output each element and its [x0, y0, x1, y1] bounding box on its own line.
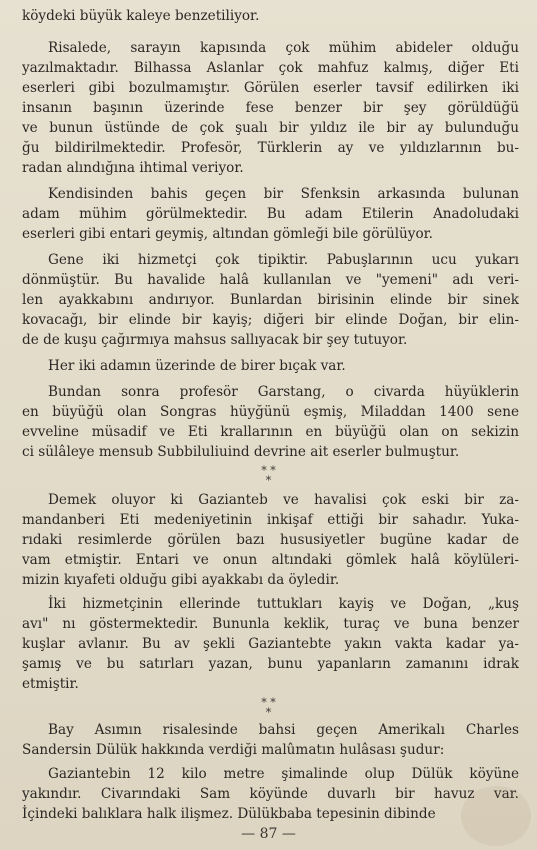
text-line: Sandersin Dülük hakkında verdiği malûmatın hulâsası şudur: — [22, 742, 445, 758]
text-line: Risalede, sarayın kapısında çok mühim abideler olduğu — [48, 40, 519, 56]
text-line: rıdaki resimlerde görülen bazı hususiyetler bugüne kadar de — [22, 532, 519, 548]
text-line: yakındır. Civarındaki Sam köyünde duvarlı bir havuz var. — [22, 786, 519, 802]
text-line: avı" nı göstermektedir. Bununla keklik, turaç ve buna benzer — [22, 616, 519, 632]
text-line: Bundan sonra profesör Garstang, o civarda hüyüklerin — [48, 384, 519, 400]
text-line: Demek oluyor ki Gazianteb ve havalisi çok eski bir za- — [48, 492, 519, 508]
section-separator: * * * — [261, 464, 276, 487]
text-line: Bay Asımın risalesinde bahsi geçen Amerikalı Charles — [48, 722, 519, 738]
page-number: — 87 — — [241, 826, 296, 842]
text-line: de de kuşu çağırmıya mahsus sallıyacak bir şey tutuyor. — [22, 332, 408, 348]
paper-stain — [461, 786, 531, 846]
text-line: Her iki adamın üzerinde de birer bıçak var. — [48, 358, 346, 374]
text-line: vam etmiştir. Entari ve onun altındaki gömlek halâ köylüleri- — [22, 552, 519, 568]
text-line: adam mühim görülmektedir. Bu adam Etilerin Anadoludaki — [22, 206, 519, 222]
text-line: şamış ve bu satırları yazan, bunu yapanların zamanını idrak — [22, 656, 519, 672]
text-line: Gaziantebin 12 kilo metre şimalinde olup Dülük köyüne — [48, 766, 519, 782]
text-line: eserleri gibi entari geymiş, altından gömleği bile görülüyor. — [22, 226, 433, 242]
text-line: mandanberi Eti medeniyetinin inkişaf ettiği bir sahadır. Yuka- — [22, 512, 519, 528]
text-line: mizin kıyafeti olduğu gibi ayakkabı da öyledir. — [22, 572, 340, 588]
text-line: eserleri gibi bozulmamıştır. Görülen eserler tavsif edilirken iki — [22, 80, 519, 96]
text-line: Kendisinden bahis geçen bir Sfenksin arkasında bulunan — [48, 186, 519, 202]
text-line: İçindeki balıklara halk ilişmez. Dülükbaba tepesinin dibinde — [22, 806, 436, 822]
text-line: ğu bildirilmektedir. Profesör, Türklerin ay ve yıldızlarının bu- — [22, 140, 519, 156]
text-line: en büyüğü olan Songras hüyğünü eşmiş, Miladdan 1400 sene — [22, 404, 519, 420]
text-line: İki hizmetçinin ellerinde tuttukları kayiş ve Doğan, „kuş — [48, 596, 519, 612]
text-line: köydeki büyük kaleye benzetiliyor. — [22, 8, 260, 24]
text-line: kovacağı, bir elinde bir kayiş; diğeri bir elinde Doğan, bir elin- — [22, 312, 519, 328]
text-line: evveline müsadif ve Eti krallarının en büyüğü olan on sekizin — [22, 424, 519, 440]
text-line: ve bunun üstünde de çok şualı bir yıldız ile bir ay bulunduğu — [22, 120, 519, 136]
text-line: radan alındığına ihtimal veriyor. — [22, 160, 244, 176]
text-line: ci sülâleye mensub Subbiluliuind devrine ait eserler bulmuştur. — [22, 444, 460, 460]
text-line: Gene iki hizmetçi çok tipiktir. Pabuşlarının ucu yukarı — [48, 252, 519, 268]
text-line: dönmüştür. Bu havalide halâ kullanılan ve "yemeni" adı veri- — [22, 272, 519, 288]
text-line: insanın başının üzerinde fese benzer bir şey görüldüğü — [22, 100, 519, 116]
section-separator-2: * * * — [261, 696, 276, 719]
text-line: kuşlar avlanır. Bu av şekli Gaziantebte yakın vakta kadar ya- — [22, 636, 519, 652]
text-line: len ayakkabını andırıyor. Bunlardan birisinin elinde bir sinek — [22, 292, 519, 308]
text-line: yazılmaktadır. Bilhassa Aslanlar çok mahfuz kalmış, diğer Eti — [22, 60, 519, 76]
text-line: etmiştir. — [22, 676, 79, 692]
